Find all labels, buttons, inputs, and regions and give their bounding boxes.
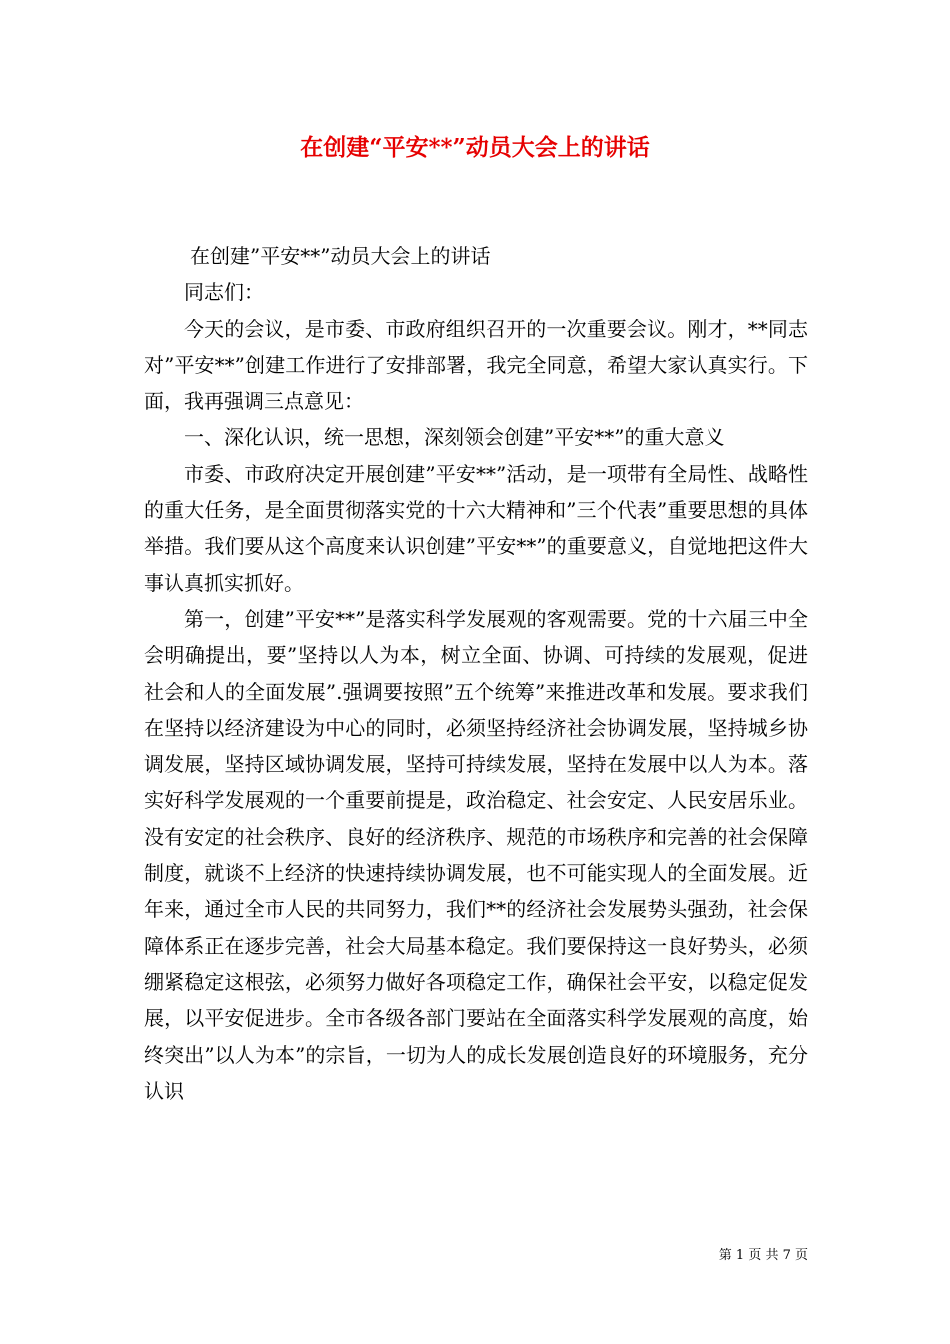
document-body [144, 238, 808, 1109]
paragraph-significance: 市委、市政府决定开展创建”平安**”活动，是一项带有全局性、战略性的重大任务，是全面贯彻落实党的十六大精神和”三个代表”重要思想的具体举措。我们要从这个高度来认识创建”平安**”的重要意义，自觉地把这件大事认真抓实抓好。 [144, 461, 808, 595]
paragraph-subtitle: 在创建”平安**”动员大会上的讲话 [190, 244, 491, 268]
paragraph-salutation: 同志们： [184, 280, 264, 305]
document-title: 在创建“平安**”动员大会上的讲话 [300, 134, 650, 161]
paragraph-opening: 今天的会议，是市委、市政府组织召开的一次重要会议。刚才，**同志对”平安**”创建工作进行了安排部署，我完全同意，希望大家认真实行。下面，我再强调三点意见： [144, 316, 808, 414]
page-number-footer: 第 1 页 共 7 页 [718, 1248, 808, 1263]
paragraph-section-heading: 一、深化认识，统一思想，深刻领会创建”平安**”的重大意义 [184, 425, 725, 450]
paragraph-first-point: 第一，创建”平安**”是落实科学发展观的客观需要。党的十六届三中全会明确提出，要”坚持以人为本，树立全面、协调、可持续的发展观，促进社会和人的全面发展”.强调要按照”五个统筹”来推进改革和发展。要求我们在坚持以经济建设为中心的同时，必须坚持经济社会协调发展，坚持城乡协调发展，坚持区域协调发展，坚持可持续发展，坚持在发展中以人为本。落实好科学发展观的一个重要前提是，政治稳定、社会安定、人民安居乐业。没有安定的社会秩序、良好的经济秩序、规范的市场秩序和完善的社会保障制度，就谈不上经济的快速持续协调发展，也不可能实现人的全面发展。近年来，通过全市人民的共同努力，我们**的经济社会发展势头强劲，社会保障体系正在逐步完善，社会大局基本稳定。我们要保持这一良好势头，必须绷紧稳定这根弦，必须努力做好各项稳定工作，确保社会平安，以稳定促发展，以平安促进步。全市各级各部门要站在全面落实科学发展观的高度，始终突出”以人为本”的宗旨，一切为人的成长发展创造良好的环境服务，充分认识 [144, 606, 808, 1103]
